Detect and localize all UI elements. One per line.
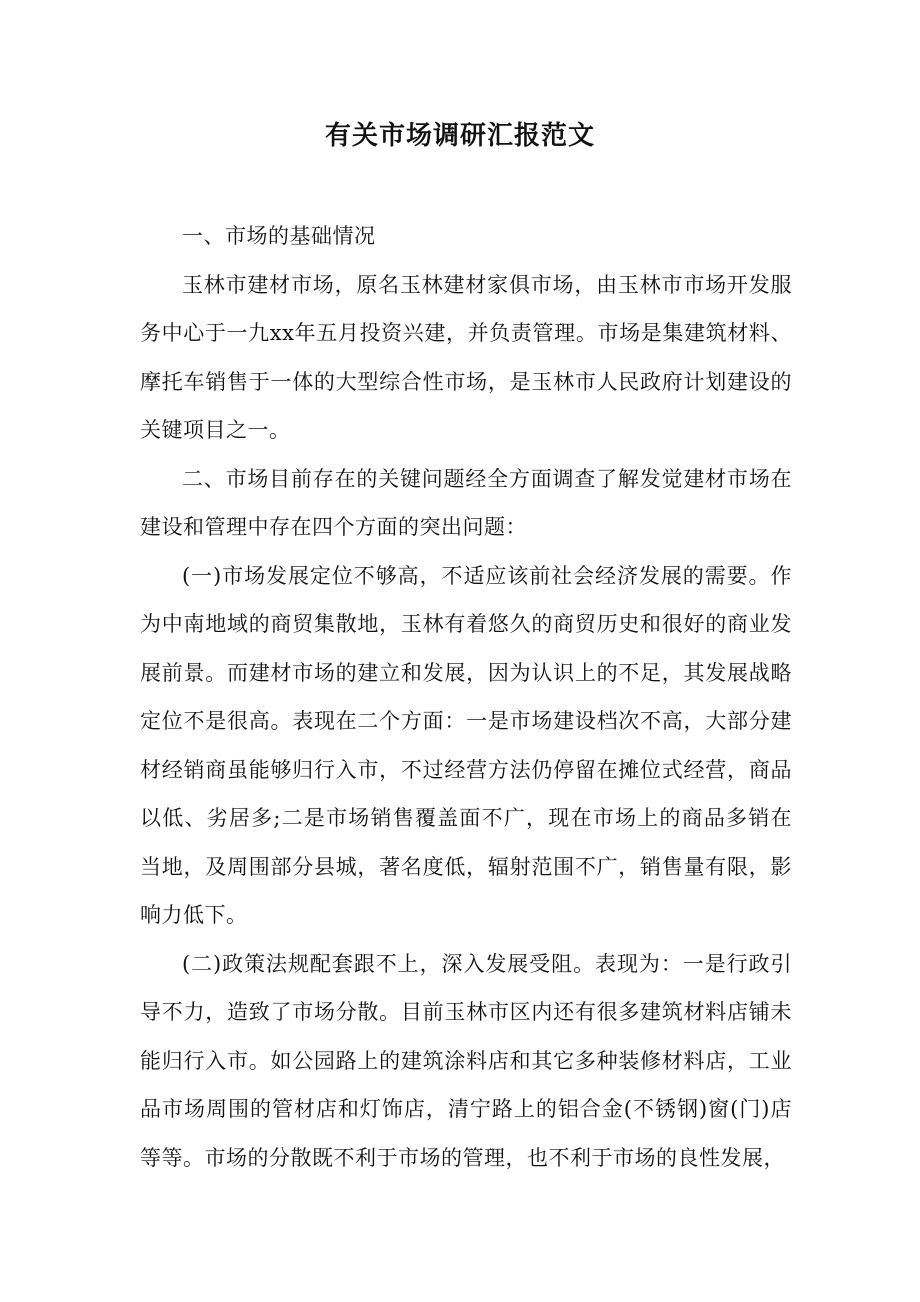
document-title: 有关市场调研汇报范文 <box>324 121 595 151</box>
paragraph-market-basics: 玉林市建材市场，原名玉林建材家俱市场，由玉林市市场开发服务中心于一九xx年五月投资兴建，并负责管理。市场是集建筑材料、摩托车销售于一体的大型综合性市场，是玉林市人民政府计划建设的关键项目之一。 <box>140 272 792 442</box>
section-heading-1: 一、市场的基础情况 <box>182 224 376 248</box>
section-heading-2: 二、市场目前存在的关键问题经全方面调查了解发觉建材市场在建设和管理中存在四个方面的突出问题： <box>140 466 792 539</box>
paragraph-issue-2: (二)政策法规配套跟不上，深入发展受阻。表现为：一是行政引导不力，造致了市场分散。目前玉林市区内还有很多建筑材料店铺未能归行入市。如公园路上的建筑涂料店和其它多种装修材料店，工业品市场周围的管材店和灯饰店，清宁路上的铝合金(不锈钢)窗(门)店等等。市场的分散既不利于市场的管理，也不利于市场的良性发展， <box>140 951 792 1170</box>
document-body <box>140 212 792 1182</box>
paragraph-issue-1: (一)市场发展定位不够高，不适应该前社会经济发展的需要。作为中南地域的商贸集散地，玉林有着悠久的商贸历史和很好的商业发展前景。而建材市场的建立和发展，因为认识上的不足，其发展战略定位不是很高。表现在二个方面：一是市场建设档次不高，大部分建材经销商虽能够归行入市，不过经营方法仍停留在摊位式经营，商品以低、劣居多;二是市场销售覆盖面不广，现在市场上的商品多销在当地，及周围部分县城，著名度低，辐射范围不广，销售量有限，影响力低下。 <box>140 563 792 927</box>
